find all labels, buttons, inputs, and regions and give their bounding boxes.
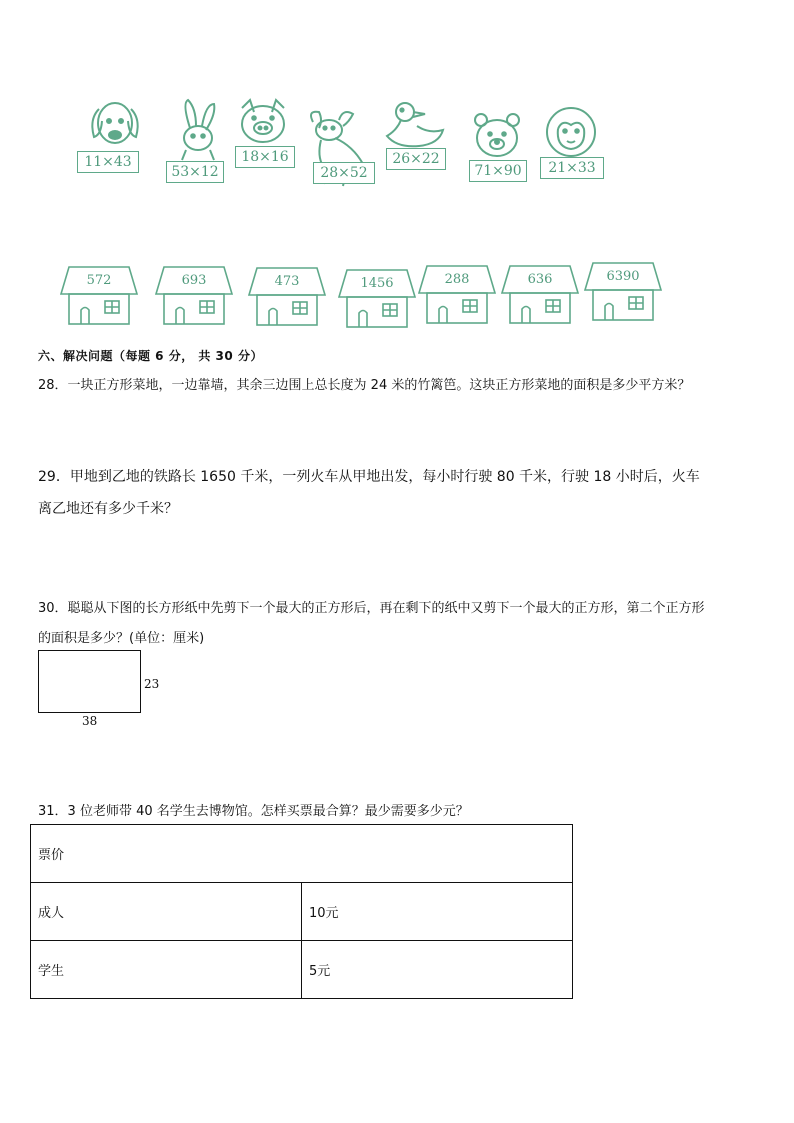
question-30 — [38, 594, 778, 654]
duck-sign — [386, 148, 446, 170]
goat-sign — [313, 162, 375, 184]
monkey-sign — [540, 157, 604, 179]
expression-label: 26×22 — [392, 151, 440, 167]
dog-illustration — [85, 95, 145, 155]
rabbit-sign — [166, 161, 224, 183]
dog-sign — [77, 151, 139, 173]
width-label: 38 — [82, 714, 98, 728]
monkey-illustration — [540, 103, 602, 161]
table-row — [31, 825, 573, 883]
ticket-type-cell: 成人 — [31, 883, 302, 941]
pig-sign — [235, 146, 295, 168]
house-number: 1456 — [360, 276, 394, 291]
expression-label: 11×43 — [84, 154, 132, 170]
question-30-line-1: 30．聪聪从下图的长方形纸中先剪下一个最大的正方形后，再在剩下的纸中又剪下一个最大的正方形，第二个正方形 — [38, 601, 705, 616]
bear-sign — [469, 160, 527, 182]
section-title: 六、解决问题（每题 6 分， 共 30 分） — [38, 349, 263, 363]
expression-label: 28×52 — [320, 165, 368, 181]
bear-illustration — [471, 110, 523, 160]
house-number: 693 — [181, 273, 207, 288]
duck-illustration — [383, 100, 447, 154]
question-28: 28．一块正方形菜地，一边靠墙，其余三边围上总长度为 24 米的竹篱笆。这块正方形菜地的面积是多少平方米？ — [38, 378, 691, 393]
house-6 — [500, 263, 580, 325]
ticket-price-table — [30, 824, 573, 999]
house-number: 6390 — [606, 269, 640, 284]
question-29-line-2: 离乙地还有多少千米？ — [38, 501, 178, 517]
house-3 — [247, 265, 327, 327]
expression-label: 18×16 — [241, 149, 289, 165]
house-number: 473 — [274, 274, 300, 289]
house-number: 572 — [86, 273, 112, 288]
table-row — [31, 941, 573, 999]
house-number: 636 — [527, 272, 553, 287]
house-number: 288 — [444, 272, 470, 287]
rabbit-illustration — [172, 98, 224, 163]
table-header-cell: 票价 — [31, 825, 573, 883]
question-30-line-2: 的面积是多少？(单位：厘米) — [38, 631, 205, 646]
question-29 — [38, 461, 778, 525]
ticket-price-cell: 10元 — [302, 883, 573, 941]
house-4 — [337, 267, 417, 329]
house-1 — [59, 264, 139, 326]
height-label: 23 — [144, 677, 160, 691]
rectangle-figure — [38, 650, 141, 713]
expression-label: 71×90 — [474, 163, 522, 179]
pig-illustration — [236, 98, 290, 150]
ticket-price-cell: 5元 — [302, 941, 573, 999]
house-5 — [417, 263, 497, 325]
expression-label: 21×33 — [548, 160, 596, 176]
table-row — [31, 883, 573, 941]
ticket-type-cell: 学生 — [31, 941, 302, 999]
expression-label: 53×12 — [171, 164, 219, 180]
house-7 — [583, 260, 663, 322]
house-2 — [154, 264, 234, 326]
question-29-line-1: 29．甲地到乙地的铁路长 1650 千米，一列火车从甲地出发，每小时行驶 80 千米，行驶 18 小时后，火车 — [38, 469, 700, 485]
question-31: 31．3 位老师带 40 名学生去博物馆。怎样买票最合算？最少需要多少元？ — [38, 804, 469, 819]
